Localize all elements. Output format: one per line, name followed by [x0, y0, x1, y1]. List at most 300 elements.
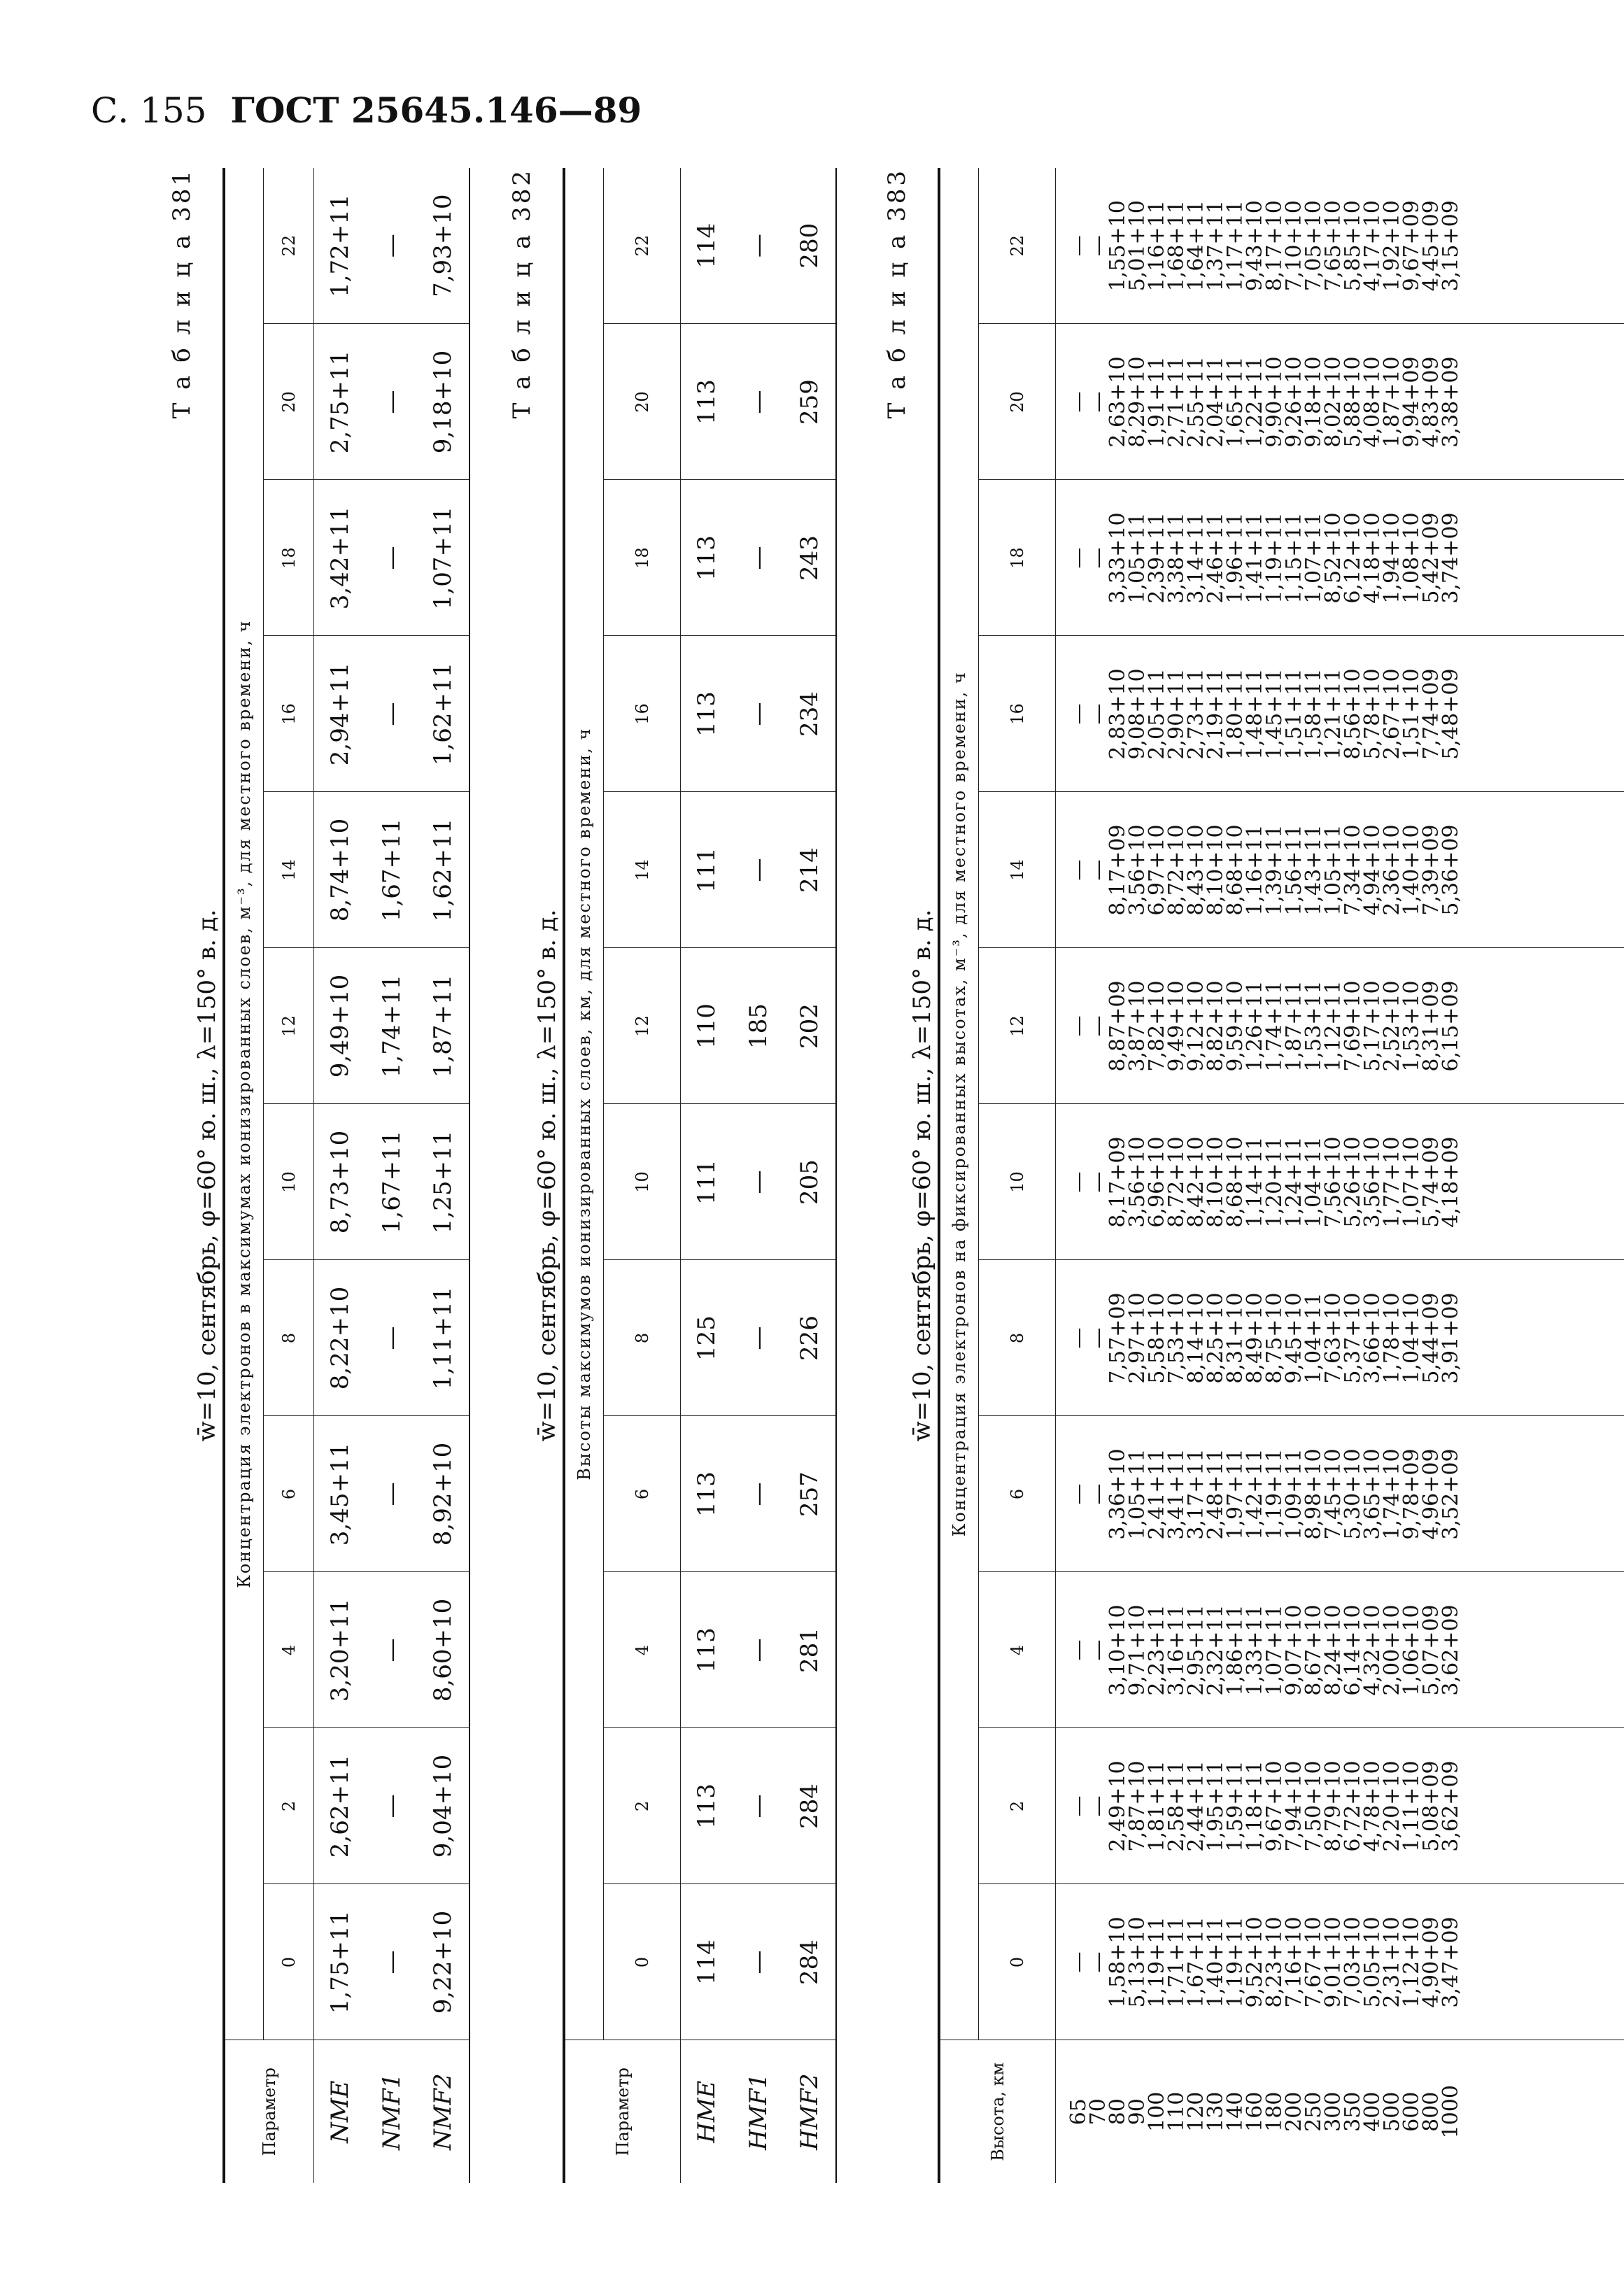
value-cell: 7,93+10: [429, 194, 457, 297]
hour-col: 20: [979, 324, 1056, 480]
value-cell: 2,31+10: [1380, 1916, 1404, 2008]
value-cell: 7,10+10: [1282, 200, 1306, 292]
value-cell: 2,46+11: [1203, 512, 1228, 604]
value-cell: 6,12+10: [1341, 512, 1365, 604]
value-cell: 1,05+11: [1125, 1448, 1150, 1540]
value-cell: 7,82+10: [1145, 980, 1169, 1072]
value-cell: —: [1066, 703, 1091, 725]
value-cell: 4,78+10: [1360, 1760, 1385, 1852]
value-cell: —: [1066, 235, 1091, 257]
hour-col: 18: [604, 480, 681, 636]
value-cell: 1,67+11: [1184, 1916, 1208, 2008]
value-cell: 3,91+09: [1439, 1292, 1463, 1384]
hour-col: 12: [979, 948, 1056, 1104]
hour-col: 6: [979, 1416, 1056, 1572]
value-cell: 2,19+11: [1203, 668, 1228, 760]
value-cell: 3,17+11: [1184, 1448, 1208, 1540]
hour-col: 4: [264, 1572, 314, 1728]
row-label: HMF1: [733, 2040, 784, 2183]
value-cell: —: [1066, 1171, 1091, 1193]
value-column: [1056, 1884, 1624, 2040]
value-cell: —: [366, 636, 418, 792]
value-cell: 6,14+10: [1341, 1604, 1365, 1696]
hour-col: 8: [979, 1260, 1056, 1416]
value-cell: 600: [1399, 2091, 1424, 2132]
hour-col: 16: [264, 636, 314, 792]
value-cell: 2,55+11: [1184, 356, 1208, 448]
value-cell: 3,74+09: [1439, 512, 1463, 604]
value-cell: 4,18+09: [1439, 1136, 1463, 1228]
value-cell: 300: [1321, 2091, 1346, 2132]
value-cell: 8,52+10: [1321, 512, 1346, 604]
value-cell: 4,96+09: [1419, 1448, 1443, 1540]
hour-col: 8: [264, 1260, 314, 1416]
value-cell: 1,42+11: [1243, 1448, 1267, 1540]
value-cell: 4,17+10: [1360, 200, 1385, 292]
value-cell: 8,74+10: [314, 792, 366, 948]
value-cell: 1,48+11: [1243, 668, 1267, 760]
value-cell: 8,31+09: [1419, 980, 1443, 1072]
value-cell: 8,92+10: [418, 1416, 469, 1572]
value-cell: 1,53+11: [1301, 980, 1326, 1072]
value-cell: 120: [1184, 2091, 1208, 2132]
value-cell: 1,26+11: [1243, 980, 1267, 1072]
value-cell: 350: [1341, 2091, 1365, 2132]
hour-col: 2: [979, 1728, 1056, 1884]
table-381-caption: Т а б л и ц а 381: [168, 168, 196, 419]
value-cell: 1,07+11: [1262, 1604, 1287, 1696]
value-cell: 8,67+10: [1301, 1604, 1326, 1696]
value-cell: 3,66+10: [1360, 1292, 1385, 1384]
value-cell: 1,59+11: [1223, 1760, 1248, 1852]
table-row: [1056, 168, 1624, 2183]
value-cell: 8,43+10: [1184, 824, 1208, 916]
value-cell: 1,74+11: [366, 948, 418, 1104]
value-cell: 5,78+10: [1360, 668, 1385, 760]
value-cell: 9,67+09: [1399, 200, 1424, 292]
hour-col: 22: [264, 168, 314, 324]
value-cell: 234: [784, 636, 836, 792]
value-cell: —: [1086, 1015, 1110, 1037]
value-cell: 113: [681, 636, 733, 792]
value-cell: 3,45+11: [314, 1416, 366, 1572]
table-row: [418, 168, 469, 2183]
row-label: NMF2: [418, 2040, 469, 2183]
value-column: [1056, 948, 1624, 1104]
value-cell: 1,17+11: [1223, 200, 1248, 292]
value-cell: 8,14+10: [1184, 1292, 1208, 1384]
value-cell: 9,01+10: [1321, 1916, 1346, 2008]
value-cell: 1,56+11: [1282, 824, 1306, 916]
value-cell: 2,00+10: [1380, 1604, 1404, 1696]
value-cell: 185: [733, 948, 784, 1104]
hour-col: 0: [604, 1884, 681, 2040]
value-cell: —: [1066, 547, 1091, 569]
value-cell: 9,94+09: [1399, 356, 1424, 448]
value-cell: 8,10+10: [1203, 824, 1228, 916]
value-cell: 1,15+11: [1282, 512, 1306, 604]
value-cell: 9,08+10: [1125, 668, 1150, 760]
value-cell: 2,90+11: [1164, 668, 1189, 760]
hour-col: 2: [264, 1728, 314, 1884]
value-cell: 9,67+10: [1262, 1760, 1287, 1852]
hour-col: 6: [604, 1416, 681, 1572]
value-cell: 281: [784, 1572, 836, 1728]
page-header: [91, 90, 642, 131]
value-cell: 1,11+10: [1399, 1760, 1424, 1852]
hour-col: 10: [979, 1104, 1056, 1260]
value-cell: —: [377, 234, 406, 258]
value-column: [1056, 1728, 1624, 1884]
table-row: [681, 168, 733, 2183]
value-cell: 1,07+10: [1399, 1136, 1424, 1228]
value-cell: 2,05+11: [1145, 668, 1169, 760]
hour-col: 4: [604, 1572, 681, 1728]
hour-col: 22: [604, 168, 681, 324]
table-row: [784, 168, 836, 2183]
value-column: [1056, 792, 1624, 948]
value-cell: 1,37+11: [1203, 200, 1228, 292]
value-cell: 5,26+10: [1341, 1136, 1365, 1228]
value-cell: 90: [1125, 2098, 1150, 2126]
value-cell: 280: [796, 222, 824, 269]
value-cell: 5,01+10: [1125, 200, 1150, 292]
value-cell: —: [1086, 1639, 1110, 1661]
value-cell: 1,07+11: [418, 480, 469, 636]
value-cell: 70: [1086, 2098, 1110, 2126]
value-cell: 1,51+11: [1282, 668, 1306, 760]
value-cell: 7,69+10: [1341, 980, 1365, 1072]
table-381-block: [168, 168, 469, 2183]
value-cell: 3,87+10: [1125, 980, 1150, 1072]
value-cell: 7,03+10: [1341, 1916, 1365, 2008]
hour-col: 12: [604, 948, 681, 1104]
value-cell: 9,07+10: [1282, 1604, 1306, 1696]
value-cell: 1,78+10: [1380, 1292, 1404, 1384]
hour-col: 14: [604, 792, 681, 948]
value-cell: 113: [681, 324, 733, 480]
value-cell: 8,17+10: [1262, 200, 1287, 292]
value-cell: 7,87+10: [1125, 1760, 1150, 1852]
value-cell: 8,98+10: [1301, 1448, 1326, 1540]
table-381: [223, 168, 470, 2183]
value-cell: 1,19+11: [1262, 1448, 1287, 1540]
table-381-title: w̄=10, сентябрь, φ=60° ю. ш., λ=150° в. д.: [193, 909, 221, 1442]
value-cell: 1,51+10: [1399, 668, 1424, 760]
value-cell: 6,72+10: [1341, 1760, 1365, 1852]
value-cell: —: [733, 1884, 784, 2040]
table-row: [314, 168, 366, 2183]
value-cell: 65: [1066, 2098, 1091, 2126]
value-cell: 1,16+11: [1243, 824, 1267, 916]
value-cell: 9,43+10: [1243, 200, 1267, 292]
hour-col: 8: [604, 1260, 681, 1416]
value-cell: 8,72+10: [1164, 824, 1189, 916]
value-cell: —: [733, 1104, 784, 1260]
value-cell: 8,72+10: [1164, 1136, 1189, 1228]
value-column: [1056, 636, 1624, 792]
value-cell: 9,26+10: [1282, 356, 1306, 448]
value-cell: 4,83+09: [1419, 356, 1443, 448]
value-cell: —: [1066, 1639, 1091, 1661]
value-cell: 5,44+09: [1419, 1292, 1443, 1384]
value-cell: 3,62+09: [1439, 1604, 1463, 1696]
standard-number: ГОСТ 25645.146—89: [230, 90, 642, 131]
value-cell: 250: [1301, 2091, 1326, 2132]
value-cell: —: [1066, 1795, 1091, 1817]
value-cell: 7,63+10: [1321, 1292, 1346, 1384]
value-cell: 1,97+11: [1223, 1448, 1248, 1540]
value-column: [1056, 480, 1624, 636]
table-382: [563, 168, 837, 2183]
value-cell: 1,87+11: [418, 948, 469, 1104]
value-cell: 2,95+11: [1184, 1604, 1208, 1696]
value-cell: 1,71+11: [1164, 1916, 1189, 2008]
value-cell: 2,75+11: [314, 324, 366, 480]
value-cell: 1,58+11: [1301, 668, 1326, 760]
hour-col: 0: [979, 1884, 1056, 2040]
value-cell: 1,77+10: [1380, 1136, 1404, 1228]
value-cell: 113: [681, 1416, 733, 1572]
table-row: [733, 168, 784, 2183]
value-cell: 1,05+11: [1321, 824, 1346, 916]
hour-col: 14: [979, 792, 1056, 948]
value-cell: 2,04+11: [1203, 356, 1228, 448]
value-cell: 113: [681, 1728, 733, 1884]
value-cell: 180: [1262, 2091, 1287, 2132]
value-cell: —: [1066, 1327, 1091, 1349]
value-cell: 257: [784, 1416, 836, 1572]
value-cell: 5,13+10: [1125, 1916, 1150, 2008]
value-cell: 1,64+11: [1184, 200, 1208, 292]
value-cell: 1,72+11: [325, 194, 354, 297]
value-cell: 5,74+09: [1419, 1136, 1443, 1228]
value-cell: 7,50+10: [1301, 1760, 1326, 1852]
value-cell: 1,19+11: [1145, 1916, 1169, 2008]
value-cell: —: [1066, 391, 1091, 413]
height-header: Высота, км: [939, 2040, 1056, 2183]
value-cell: 7,74+09: [1419, 668, 1443, 760]
value-cell: 1,21+11: [1321, 668, 1346, 760]
value-cell: —: [366, 324, 418, 480]
value-cell: 8,49+10: [1243, 1292, 1267, 1384]
page-number: С. 155: [91, 90, 207, 131]
value-cell: 259: [784, 324, 836, 480]
value-cell: 1,25+11: [418, 1104, 469, 1260]
value-cell: 1,58+10: [1106, 1916, 1130, 2008]
value-cell: 1,45+11: [1262, 668, 1287, 760]
table-382-block: [508, 168, 858, 2183]
value-cell: 7,67+10: [1301, 1916, 1326, 2008]
value-cell: 8,75+10: [1262, 1292, 1287, 1384]
value-cell: 1,81+11: [1145, 1760, 1169, 1852]
value-cell: 7,53+10: [1164, 1292, 1189, 1384]
value-cell: 5,17+10: [1360, 980, 1385, 1072]
value-cell: —: [366, 480, 418, 636]
value-cell: 3,10+10: [1106, 1604, 1130, 1696]
value-cell: 2,94+11: [314, 636, 366, 792]
value-cell: 3,38+11: [1164, 512, 1189, 604]
value-cell: 284: [784, 1728, 836, 1884]
value-cell: 3,15+09: [1439, 200, 1463, 292]
value-cell: 110: [681, 948, 733, 1104]
value-cell: 226: [784, 1260, 836, 1416]
value-cell: 9,90+10: [1262, 356, 1287, 448]
value-cell: 1,68+11: [1164, 200, 1189, 292]
value-cell: 500: [1380, 2091, 1404, 2132]
hour-col: 18: [264, 480, 314, 636]
value-cell: 5,07+09: [1419, 1604, 1443, 1696]
value-cell: 8,17+09: [1106, 824, 1130, 916]
value-cell: 5,30+10: [1341, 1448, 1365, 1540]
value-cell: 1,24+11: [1282, 1136, 1306, 1228]
value-cell: 111: [681, 792, 733, 948]
value-cell: 205: [784, 1104, 836, 1260]
value-cell: 2,63+10: [1106, 356, 1130, 448]
value-cell: —: [366, 1260, 418, 1416]
value-cell: 5,36+09: [1439, 824, 1463, 916]
value-cell: —: [733, 636, 784, 792]
value-cell: 5,05+10: [1360, 1916, 1385, 2008]
value-cell: —: [366, 1884, 418, 2040]
value-cell: 1,08+10: [1399, 512, 1424, 604]
value-cell: 114: [681, 1884, 733, 2040]
value-column: [1056, 1416, 1624, 1572]
hour-col: 2: [604, 1728, 681, 1884]
value-cell: 284: [784, 1884, 836, 2040]
value-cell: 5,58+10: [1145, 1292, 1169, 1384]
value-cell: 9,49+10: [314, 948, 366, 1104]
value-cell: 3,42+11: [314, 480, 366, 636]
value-cell: —: [1066, 859, 1091, 881]
heights-column: [1056, 2040, 1624, 2183]
value-cell: 5,08+09: [1419, 1760, 1443, 1852]
value-cell: 1,80+11: [1223, 668, 1248, 760]
value-cell: 5,88+10: [1341, 356, 1365, 448]
table-383-block: [883, 168, 1624, 2183]
value-cell: 3,56+10: [1125, 824, 1150, 916]
value-cell: 1000: [1439, 2085, 1463, 2139]
value-cell: 1,05+11: [1125, 512, 1150, 604]
value-cell: 2,36+10: [1380, 824, 1404, 916]
value-cell: —: [733, 792, 784, 948]
value-cell: 5,85+10: [1341, 200, 1365, 292]
value-cell: 8,68+10: [1223, 824, 1248, 916]
value-cell: 1,62+11: [418, 636, 469, 792]
value-cell: 2,23+11: [1145, 1604, 1169, 1696]
hour-col: 10: [604, 1104, 681, 1260]
hour-col: 18: [979, 480, 1056, 636]
value-cell: 1,74+11: [1262, 980, 1287, 1072]
value-cell: 3,36+10: [1106, 1448, 1130, 1540]
value-cell: —: [733, 324, 784, 480]
value-cell: 4,32+10: [1360, 1604, 1385, 1696]
value-cell: 1,33+11: [1243, 1604, 1267, 1696]
value-cell: 7,57+09: [1106, 1292, 1130, 1384]
value-cell: 1,40+11: [1203, 1916, 1228, 2008]
value-cell: —: [733, 1728, 784, 1884]
value-cell: 4,90+09: [1419, 1916, 1443, 2008]
value-cell: 1,09+11: [1282, 1448, 1306, 1540]
value-cell: 114: [692, 222, 721, 269]
value-cell: 1,19+11: [1223, 1916, 1248, 2008]
table-383: [938, 168, 1624, 2183]
value-cell: —: [1086, 1795, 1110, 1817]
row-label: NMF1: [366, 2040, 418, 2183]
value-cell: 1,19+11: [1262, 512, 1287, 604]
value-cell: 7,45+10: [1321, 1448, 1346, 1540]
value-cell: 8,22+10: [314, 1260, 366, 1416]
value-cell: —: [1086, 235, 1110, 257]
value-cell: 8,23+10: [1262, 1916, 1287, 2008]
value-cell: 7,94+10: [1282, 1760, 1306, 1852]
value-cell: 3,20+11: [314, 1572, 366, 1728]
value-cell: —: [366, 1728, 418, 1884]
value-cell: 400: [1360, 2091, 1385, 2132]
row-label: NME: [314, 2040, 366, 2183]
value-cell: 2,67+10: [1380, 668, 1404, 760]
value-cell: 8,17+09: [1106, 1136, 1130, 1228]
value-cell: 5,42+09: [1419, 512, 1443, 604]
value-cell: —: [1066, 1015, 1091, 1037]
value-cell: 1,40+10: [1399, 824, 1424, 916]
value-cell: 7,39+09: [1419, 824, 1443, 916]
hour-col: 6: [264, 1416, 314, 1572]
table-row: [366, 168, 418, 2183]
value-cell: 1,18+11: [1243, 1760, 1267, 1852]
value-cell: 1,91+11: [1145, 356, 1169, 448]
value-cell: 8,29+10: [1125, 356, 1150, 448]
value-cell: 6,96+10: [1145, 1136, 1169, 1228]
value-cell: 2,62+11: [314, 1728, 366, 1884]
value-cell: 111: [681, 1104, 733, 1260]
value-column: [1056, 1104, 1624, 1260]
value-cell: 2,71+11: [1164, 356, 1189, 448]
value-cell: 9,45+10: [1282, 1292, 1306, 1384]
hour-col: 16: [979, 636, 1056, 792]
value-cell: 1,22+11: [1243, 356, 1267, 448]
value-cell: —: [1086, 547, 1110, 569]
value-cell: —: [733, 1260, 784, 1416]
value-cell: 7,56+10: [1321, 1136, 1346, 1228]
value-cell: —: [1086, 1483, 1110, 1505]
value-cell: 1,74+10: [1380, 1448, 1404, 1540]
value-cell: —: [1086, 1327, 1110, 1349]
value-cell: 1,04+11: [1301, 1292, 1326, 1384]
value-cell: 1,16+11: [1145, 200, 1169, 292]
value-cell: 1,55+10: [1106, 200, 1130, 292]
value-cell: 2,41+11: [1145, 1448, 1169, 1540]
value-cell: —: [733, 1416, 784, 1572]
value-cell: 9,49+10: [1164, 980, 1189, 1072]
value-column: [1056, 1260, 1624, 1416]
value-cell: 2,39+11: [1145, 512, 1169, 604]
value-cell: —: [1086, 1171, 1110, 1193]
table-382-subheader: Высоты максимумов ионизированных слоев, км, для местного времени, ч: [564, 168, 604, 2040]
value-cell: 200: [1282, 2091, 1306, 2132]
value-cell: —: [744, 234, 772, 258]
hour-col: 0: [264, 1884, 314, 2040]
value-cell: 9,71+10: [1125, 1604, 1150, 1696]
value-cell: —: [1066, 1951, 1091, 1973]
value-cell: 1,07+11: [1301, 512, 1326, 604]
value-cell: 6,97+10: [1145, 824, 1169, 916]
value-cell: 140: [1223, 2091, 1248, 2132]
value-cell: 8,10+10: [1203, 1136, 1228, 1228]
value-cell: 2,97+10: [1125, 1292, 1150, 1384]
value-cell: 5,37+10: [1341, 1292, 1365, 1384]
value-cell: 100: [1145, 2091, 1169, 2132]
